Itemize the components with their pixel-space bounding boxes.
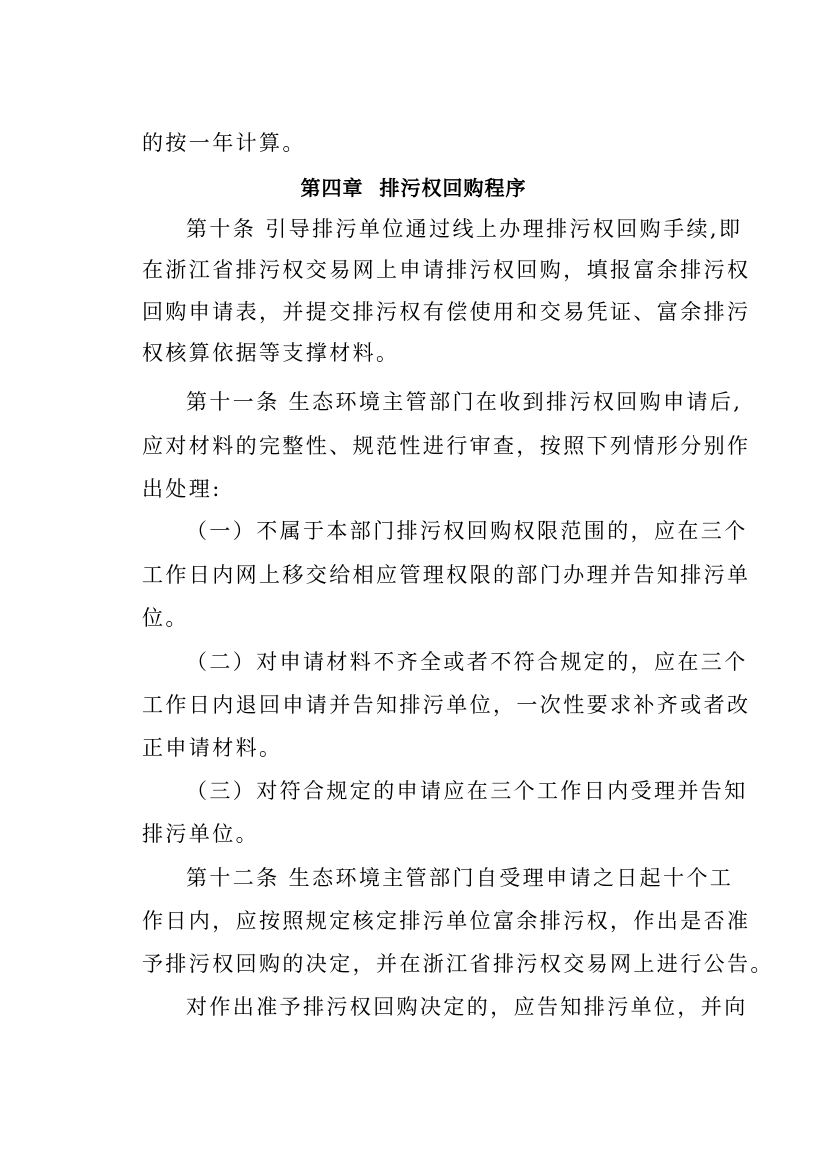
paragraph-line: 的按一年计算。 bbox=[142, 131, 306, 155]
paragraph-line: 第十一条 生态环境主管部门在收到排污权回购申请后, bbox=[186, 390, 743, 414]
paragraph-line: 工作日内退回申请并告知排污单位，一次性要求补齐或者改 bbox=[142, 693, 751, 717]
paragraph-line: 权核算依据等支撑材料。 bbox=[142, 341, 400, 365]
paragraph-line: 正申请材料。 bbox=[142, 736, 283, 760]
paragraph-line: 对作出准予排污权回购决定的，应告知排污单位，并向 bbox=[186, 995, 748, 1019]
paragraph-line: 予排污权回购的决定，并在浙江省排污权交易网上进行公告。 bbox=[142, 952, 774, 976]
paragraph-line: （一）不属于本部门排污权回购权限范围的，应在三个 bbox=[186, 519, 748, 543]
paragraph-line: 工作日内网上移交给相应管理权限的部门办理并告知排污单 bbox=[142, 563, 751, 587]
paragraph-line: 应对材料的完整性、规范性进行审查，按照下列情形分别作 bbox=[142, 434, 751, 458]
paragraph-line: 排污单位。 bbox=[142, 822, 259, 846]
paragraph-line: 回购申请表，并提交排污权有偿使用和交易凭证、富余排污 bbox=[142, 300, 751, 324]
paragraph-line: 第十条 引导排污单位通过线上办理排污权回购手续,即 bbox=[186, 217, 743, 241]
paragraph-line: 在浙江省排污权交易网上申请排污权回购，填报富余排污权 bbox=[142, 258, 751, 282]
paragraph-line: 出处理: bbox=[142, 477, 222, 501]
paragraph-line: （三）对符合规定的申请应在三个工作日内受理并告知 bbox=[186, 779, 748, 803]
paragraph-line: 作日内，应按照规定核定排污单位富余排污权，作出是否准 bbox=[142, 909, 751, 933]
paragraph-line: （二）对申请材料不齐全或者不符合规定的，应在三个 bbox=[186, 650, 748, 674]
chapter-heading: 第四章 排污权回购程序 bbox=[300, 176, 527, 200]
paragraph-line: 位。 bbox=[142, 606, 189, 630]
paragraph-line: 第十二条 生态环境主管部门自受理申请之日起十个工 bbox=[186, 866, 734, 890]
